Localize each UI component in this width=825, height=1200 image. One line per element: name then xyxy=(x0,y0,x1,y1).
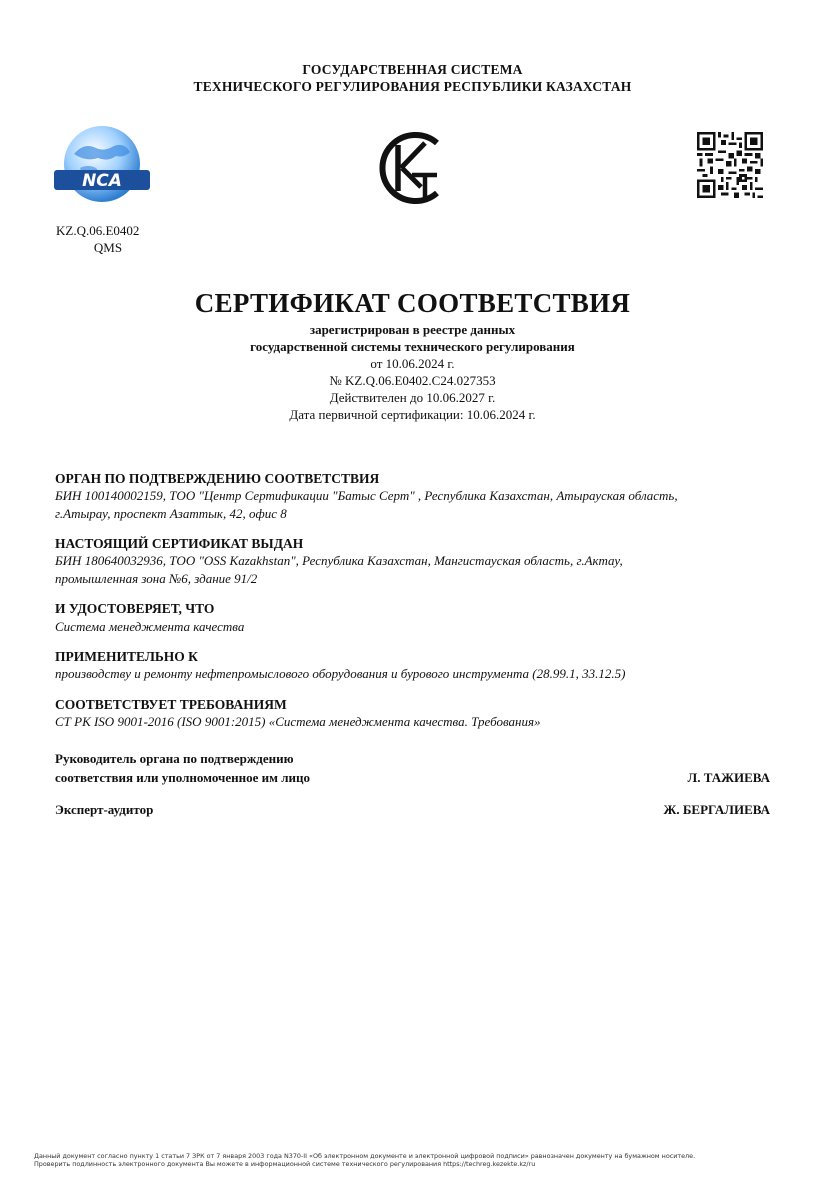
section-text: СТ РК ISO 9001-2016 (ISO 9001:2015) «Система менеджмента качества. Требования» xyxy=(55,714,541,729)
left-code: KZ.Q.06.E0402 xyxy=(56,223,140,238)
header-line-2: ТЕХНИЧЕСКОГО РЕГУЛИРОВАНИЯ РЕСПУБЛИКИ КАЗАХСТАН xyxy=(193,79,632,94)
header-line-1: ГОСУДАРСТВЕННАЯ СИСТЕМА xyxy=(302,62,523,77)
registered-line-1: зарегистрирован в реестре данных xyxy=(309,322,516,337)
date-from: от 10.06.2024 г. xyxy=(370,356,455,371)
section-heading: ОРГАН ПО ПОДТВЕРЖДЕНИЮ СООТВЕТСТВИЯ xyxy=(55,471,380,486)
section-text: Система менеджмента качества xyxy=(55,619,245,634)
section-text: БИН 100140002159, ТОО "Центр Сертификации "Батыс Серт" , Республика Казахстан, Атырауская область, xyxy=(55,488,678,503)
footer-line-1: Данный документ согласно пункту 1 статьи 7 ЗРК от 7 января 2003 года N370-II «Об электронном документе и электронной цифровой подписи» равнозначен документу на бумажном носителе. xyxy=(34,1152,696,1160)
left-sub: QMS xyxy=(93,240,123,255)
kz-conformity-mark-icon xyxy=(375,127,449,209)
section-heading: ПРИМЕНИТЕЛЬНО К xyxy=(55,649,198,664)
section-text: промышленная зона №6, здание 91/2 xyxy=(55,571,258,586)
head-name: Л. ТАЖИЕВА xyxy=(687,770,770,785)
section-heading: СООТВЕТСТВУЕТ ТРЕБОВАНИЯМ xyxy=(55,697,287,712)
section-text: БИН 180640032936, ТОО "OSS Kazakhstan", Республика Казахстан, Мангистауская область, г.Актау, xyxy=(55,553,623,568)
section-heading: НАСТОЯЩИЙ СЕРТИФИКАТ ВЫДАН xyxy=(55,536,304,551)
expert-name: Ж. БЕРГАЛИЕВА xyxy=(663,802,770,817)
head-label-line-2: соответствия или уполномоченное им лицо xyxy=(55,770,310,785)
valid-until: Действителен до 10.06.2027 г. xyxy=(329,390,496,405)
first-cert-date: Дата первичной сертификации: 10.06.2024 г. xyxy=(289,407,536,422)
footer-line-2: Проверить подлинность электронного документа Вы можете в информационной системе технического регулирования https://techreg.kezekte.kz/ru xyxy=(34,1160,536,1168)
qr-code xyxy=(697,132,763,198)
registered-line-2: государственной системы технического регулирования xyxy=(250,339,575,354)
section-text: г.Атырау, проспект Азаттык, 42, офис 8 xyxy=(55,506,287,521)
section-text: производству и ремонту нефтепромыслового оборудования и бурового инструмента (28.99.1, 33.12.5) xyxy=(55,666,626,681)
expert-label: Эксперт-аудитор xyxy=(55,802,154,817)
certificate-title: СЕРТИФИКАТ СООТВЕТСТВИЯ xyxy=(194,288,631,318)
certificate-number: № KZ.Q.06.E0402.C24.027353 xyxy=(329,373,496,388)
nca-logo-text: NCA xyxy=(82,171,122,191)
head-label-line-1: Руководитель органа по подтверждению xyxy=(55,751,294,766)
nca-logo xyxy=(50,124,154,208)
section-heading: И УДОСТОВЕРЯЕТ, ЧТО xyxy=(55,601,215,616)
